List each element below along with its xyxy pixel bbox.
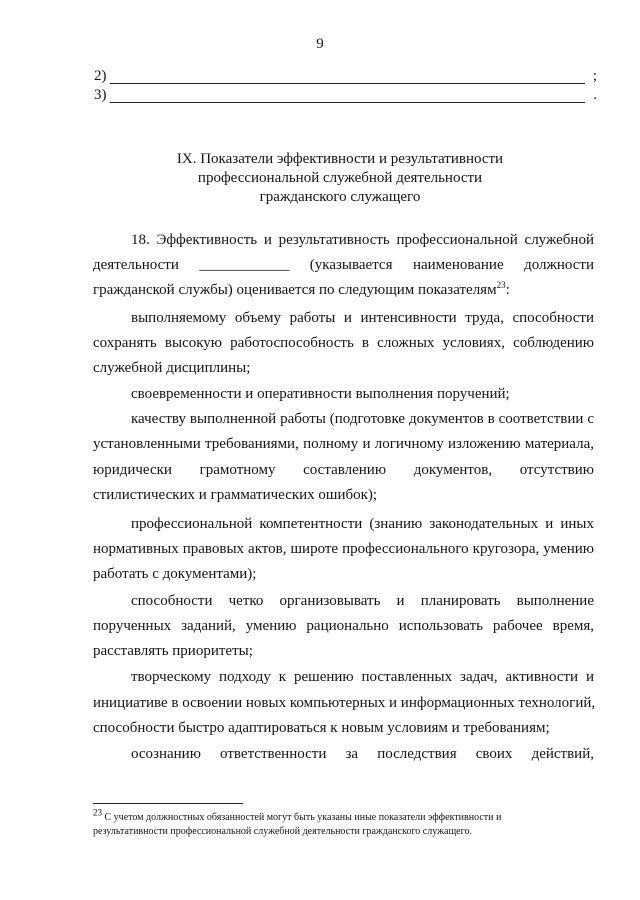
blank-item-number: 3) (94, 87, 107, 103)
body-line: расставлять приоритеты; (93, 643, 253, 659)
body-line: юридически грамотному составлению документов, отсутствию (93, 462, 594, 478)
body-text: гражданской службы) оценивается по следующим показателям (93, 282, 497, 298)
body-line: инициативе в освоении новых компьютерных и информационных технологий, (93, 695, 596, 711)
blank-field: ____________ (199, 257, 290, 273)
page-number: 9 (316, 36, 324, 52)
blank-item-end: ; (592, 68, 597, 84)
body-line: стилистических и грамматических ошибок); (93, 487, 378, 503)
section-heading (0, 150, 640, 207)
heading-line: IX. Показатели эффективности и результативности (176, 151, 504, 167)
body-line: осознанию ответственности за последствия своих действий, (131, 746, 594, 762)
body-line: профессиональной компетентности (знанию законодательных и иных (131, 516, 594, 532)
heading-line: профессиональной служебной деятельности (197, 170, 483, 186)
body-line: служебной дисциплины; (93, 360, 251, 376)
body-line (93, 257, 594, 274)
body-line: 18. Эффективность и результативность профессиональной служебной (131, 232, 594, 248)
body-word: деятельности (93, 257, 179, 273)
footnote-mark: 23 (93, 807, 102, 818)
blank-item-2 (94, 68, 599, 86)
body-line: порученных заданий, умению рационально использовать рабочее время, (93, 618, 594, 634)
body-word: должности (524, 257, 594, 273)
blank-item-rule (110, 102, 585, 103)
heading-line: гражданского служащего (259, 189, 421, 205)
body-word: (указывается (309, 257, 393, 273)
body-line (93, 282, 594, 299)
footnote-divider (93, 803, 243, 804)
body-line: работать с документами); (93, 566, 257, 582)
body-text: : (505, 282, 510, 298)
blank-item-number: 2) (94, 68, 107, 84)
footnote-line: результативности профессиональной служебной деятельности гражданского служащего. (93, 826, 472, 837)
body-line: сохранять высокую работоспособность в сложных условиях, соблюдению (93, 335, 594, 351)
blank-item-end: . (593, 87, 597, 103)
blank-item-rule (110, 83, 585, 84)
body-line: нормативных правовых актов, широте профессионального кругозора, умению (93, 541, 594, 557)
footnote-line (93, 807, 594, 823)
footnote-text: С учетом должностных обязанностей могут быть указаны иные показатели эффективности и (104, 812, 502, 823)
body-line: творческому подходу к решению поставленных задач, активности и (131, 669, 594, 685)
body-line: установленными требованиями, полному и логичному изложению материала, (93, 436, 594, 452)
body-line: способности четко организовывать и планировать выполнение (131, 593, 594, 609)
body-word: наименование (412, 257, 504, 273)
body-line: своевременности и оперативности выполнения поручений; (131, 386, 510, 402)
body-line: способности быстро адаптироваться к новым условиям и требованиям; (93, 720, 550, 736)
blank-item-3 (94, 87, 599, 105)
body-line: выполняемому объему работы и интенсивности труда, способности (131, 310, 594, 326)
footnote-ref: 23 (496, 280, 506, 290)
body-line: качеству выполненной работы (подготовке документов в соответствии с (131, 411, 594, 427)
